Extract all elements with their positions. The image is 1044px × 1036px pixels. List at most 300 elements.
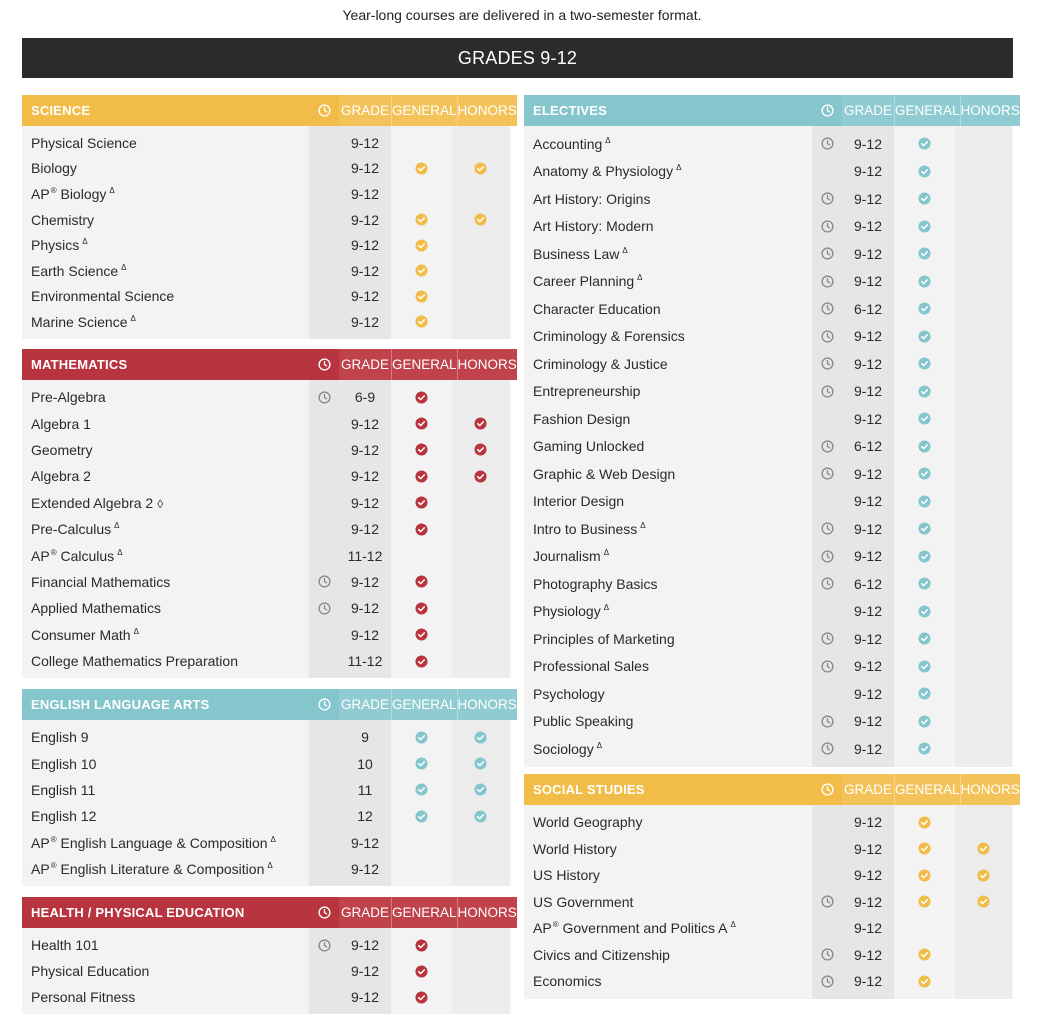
grade-value: 6-9	[354, 389, 376, 406]
general-cell	[391, 496, 452, 509]
check-icon	[918, 742, 931, 755]
course-name	[524, 973, 812, 989]
general-cell	[391, 213, 452, 226]
course-row	[524, 240, 1013, 268]
registered-mark: ®	[50, 861, 57, 871]
grade-value: 9-12	[350, 834, 380, 851]
section-electives	[524, 95, 1020, 767]
check-icon	[415, 965, 428, 978]
check-icon	[918, 550, 931, 563]
course-name	[22, 263, 309, 279]
grade-value: 11	[357, 781, 373, 798]
clock-icon	[821, 715, 834, 728]
delta-mark: Δ	[267, 861, 273, 871]
course-row	[22, 384, 511, 410]
check-icon	[918, 385, 931, 398]
course-title: World Geography	[533, 814, 643, 831]
general-cell	[894, 550, 955, 563]
course-name	[22, 963, 309, 979]
grade-value: 9-12	[350, 237, 380, 254]
delta-mark: Δ	[676, 163, 682, 173]
check-icon	[415, 162, 428, 175]
honors-cell	[452, 810, 509, 823]
ap-prefix: AP	[533, 920, 552, 937]
general-cell	[894, 816, 955, 829]
course-row	[524, 862, 1013, 889]
clock-cell	[309, 213, 339, 227]
course-name	[22, 600, 309, 616]
check-icon	[415, 783, 428, 796]
course-row	[524, 488, 1013, 516]
grade-value: 9-12	[853, 355, 883, 372]
check-icon	[415, 939, 428, 952]
header-general: GENERAL	[391, 349, 458, 380]
check-icon	[918, 302, 931, 315]
course-title: Algebra 2	[31, 468, 91, 485]
clock-cell	[309, 757, 339, 771]
clock-cell	[309, 496, 339, 510]
grade-value: 9-12	[853, 920, 883, 937]
clock-cell	[309, 730, 339, 744]
clock-icon	[821, 302, 834, 315]
general-cell	[391, 523, 452, 536]
honors-cell	[452, 417, 509, 430]
check-icon	[918, 412, 931, 425]
clock-cell	[812, 868, 842, 882]
clock-icon	[318, 358, 331, 371]
course-row	[524, 968, 1013, 995]
check-icon	[415, 655, 428, 668]
general-cell	[894, 577, 955, 590]
clock-cell	[309, 161, 339, 175]
clock-icon	[821, 192, 834, 205]
course-row	[524, 625, 1013, 653]
course-name	[22, 389, 309, 405]
check-icon	[918, 816, 931, 829]
course-title: Environmental Science	[31, 288, 175, 305]
grade-value: 9-12	[853, 740, 883, 757]
grade-value: 9-12	[853, 328, 883, 345]
check-icon	[918, 220, 931, 233]
course-row	[22, 258, 511, 284]
check-icon	[415, 496, 428, 509]
clock-cell	[812, 219, 842, 233]
course-row	[524, 130, 1013, 158]
grade-value: 9-12	[350, 494, 380, 511]
general-cell	[391, 731, 452, 744]
check-icon	[918, 247, 931, 260]
clock-cell	[309, 390, 339, 404]
general-cell	[391, 264, 452, 277]
check-icon	[918, 975, 931, 988]
course-name	[22, 237, 309, 253]
header-general: GENERAL	[391, 897, 458, 928]
general-cell	[894, 895, 955, 908]
course-title: Financial Mathematics	[31, 573, 171, 590]
check-icon	[474, 162, 487, 175]
delta-mark: Δ	[121, 262, 127, 272]
delta-mark: Δ	[637, 273, 643, 283]
ap-prefix: AP	[31, 185, 50, 202]
course-name	[22, 186, 309, 202]
check-icon	[918, 660, 931, 673]
general-cell	[894, 165, 955, 178]
header-honors: HONORS	[961, 95, 1020, 126]
clock-icon	[318, 906, 331, 919]
course-title: Consumer Math	[31, 626, 131, 643]
check-icon	[918, 842, 931, 855]
grade-value: 9-12	[350, 288, 380, 305]
header-grade: GRADE	[339, 689, 391, 720]
clock-cell	[812, 357, 842, 371]
course-row	[524, 158, 1013, 186]
header-grade: GRADE	[339, 349, 391, 380]
grade-value: 9-12	[853, 685, 883, 702]
clock-cell	[812, 384, 842, 398]
course-row	[22, 463, 511, 489]
header-general: GENERAL	[391, 95, 458, 126]
general-cell	[894, 948, 955, 961]
course-title: Physical Education	[31, 963, 150, 979]
course-row	[22, 410, 511, 436]
general-cell	[894, 660, 955, 673]
section-header	[524, 95, 1020, 126]
check-icon	[918, 895, 931, 908]
course-row	[22, 648, 511, 674]
check-icon	[415, 602, 428, 615]
check-icon	[918, 330, 931, 343]
general-cell	[391, 991, 452, 1004]
general-cell	[391, 783, 452, 796]
header-clock-cell	[812, 774, 842, 805]
course-title: Criminology & Justice	[533, 355, 668, 372]
general-cell	[391, 239, 452, 252]
header-honors: HONORS	[458, 689, 517, 720]
course-name	[22, 574, 309, 590]
delta-mark: Δ	[109, 185, 115, 195]
check-icon	[415, 628, 428, 641]
course-name	[22, 729, 309, 745]
course-name	[524, 741, 812, 757]
course-name	[524, 521, 812, 537]
clock-cell	[309, 443, 339, 457]
section-header	[22, 689, 517, 720]
general-cell	[894, 192, 955, 205]
check-icon	[918, 522, 931, 535]
header-honors: HONORS	[458, 349, 517, 380]
clock-cell	[309, 238, 339, 252]
delta-mark: Δ	[270, 834, 276, 844]
clock-cell	[309, 136, 339, 150]
check-icon	[415, 264, 428, 277]
general-cell	[894, 467, 955, 480]
registered-mark: ®	[50, 185, 57, 195]
general-cell	[894, 687, 955, 700]
check-icon	[415, 731, 428, 744]
course-name	[22, 442, 309, 458]
check-icon	[918, 632, 931, 645]
grade-value: 9-12	[350, 313, 380, 330]
course-title: Character Education	[533, 300, 661, 317]
course-row	[22, 309, 511, 335]
grade-value: 9-12	[853, 245, 883, 262]
course-row	[22, 130, 511, 156]
course-name	[22, 627, 309, 643]
course-name	[22, 835, 309, 851]
course-row	[22, 803, 511, 829]
header-grade: GRADE	[842, 774, 894, 805]
header-honors: HONORS	[458, 95, 517, 126]
grade-value: 11-12	[347, 653, 383, 670]
course-name	[524, 548, 812, 564]
course-name	[22, 653, 309, 669]
clock-icon	[821, 895, 834, 908]
general-cell	[894, 385, 955, 398]
delta-mark: Δ	[117, 547, 123, 557]
clock-icon	[821, 137, 834, 150]
course-title: US History	[533, 867, 600, 884]
clock-icon	[821, 660, 834, 673]
clock-cell	[812, 549, 842, 563]
grade-value: 9-12	[853, 658, 883, 675]
clock-icon	[821, 577, 834, 590]
grade-value: 9-12	[853, 973, 883, 990]
clock-cell	[309, 938, 339, 952]
general-cell	[894, 869, 955, 882]
section-health	[22, 897, 517, 1014]
honors-cell	[452, 470, 509, 483]
clock-cell	[309, 469, 339, 483]
clock-cell	[309, 809, 339, 823]
general-cell	[894, 220, 955, 233]
check-icon	[415, 575, 428, 588]
course-name	[22, 160, 309, 176]
course-title: English Language & Composition	[60, 834, 268, 851]
grade-value: 9-12	[350, 963, 380, 979]
course-name	[524, 273, 812, 289]
general-cell	[391, 575, 452, 588]
course-title: Pre-Algebra	[31, 389, 106, 406]
course-title: Applied Mathematics	[31, 600, 161, 617]
course-title: Business Law	[533, 245, 620, 262]
course-title: Geometry	[31, 441, 93, 458]
course-name	[22, 212, 309, 228]
delta-mark: Δ	[730, 920, 736, 930]
header-honors: HONORS	[458, 897, 517, 928]
course-row	[524, 213, 1013, 241]
course-row	[524, 185, 1013, 213]
course-name	[524, 603, 812, 619]
course-row	[524, 405, 1013, 433]
course-title: College Mathematics Preparation	[31, 653, 238, 670]
clock-icon	[821, 948, 834, 961]
check-icon	[415, 391, 428, 404]
general-cell	[894, 357, 955, 370]
general-cell	[894, 975, 955, 988]
course-name	[524, 867, 812, 883]
course-title: Intro to Business	[533, 520, 638, 537]
check-icon	[474, 783, 487, 796]
delta-mark: Δ	[82, 237, 88, 247]
grade-value: 12	[357, 808, 373, 825]
intro-note: Year-long courses are delivered in a two-semester format.	[342, 7, 702, 23]
grade-value: 9-12	[350, 573, 380, 590]
course-title: Public Speaking	[533, 713, 634, 730]
check-icon	[918, 948, 931, 961]
grade-value: 9-12	[350, 185, 380, 202]
course-row	[22, 542, 511, 568]
clock-icon	[821, 220, 834, 233]
check-icon	[474, 810, 487, 823]
grade-value: 9-12	[853, 630, 883, 647]
general-cell	[391, 810, 452, 823]
check-icon	[918, 467, 931, 480]
grade-value: 9-12	[853, 814, 883, 831]
clock-icon	[821, 440, 834, 453]
course-title: Health 101	[31, 937, 99, 953]
course-name	[22, 861, 309, 877]
section-ela	[22, 689, 517, 886]
course-title: Pre-Calculus	[31, 521, 112, 538]
check-icon	[918, 357, 931, 370]
course-title: US Government	[533, 893, 634, 910]
course-title: English 10	[31, 755, 97, 772]
grade-value: 6-12	[853, 575, 883, 592]
grade-value: 9-12	[853, 135, 883, 152]
grade-value: 9-12	[853, 218, 883, 235]
course-name	[524, 841, 812, 857]
general-cell	[894, 275, 955, 288]
delta-mark: Δ	[622, 245, 628, 255]
check-icon	[918, 440, 931, 453]
clock-icon	[318, 602, 331, 615]
header-clock-cell	[812, 95, 842, 126]
course-name	[22, 808, 309, 824]
check-icon	[918, 605, 931, 618]
course-name	[524, 631, 812, 647]
clock-cell	[812, 948, 842, 962]
clock-cell	[309, 264, 339, 278]
clock-icon	[318, 939, 331, 952]
course-title: World History	[533, 840, 617, 857]
clock-cell	[812, 742, 842, 756]
honors-cell	[955, 895, 1012, 908]
course-row	[22, 232, 511, 258]
course-name	[524, 218, 812, 234]
course-row	[22, 958, 511, 984]
course-row	[524, 295, 1013, 323]
clock-cell	[812, 247, 842, 261]
section-math	[22, 349, 517, 678]
ap-prefix: AP	[31, 547, 50, 564]
grade-value: 9-12	[853, 893, 883, 910]
general-cell	[391, 162, 452, 175]
clock-icon	[318, 391, 331, 404]
delta-mark: Δ	[603, 603, 610, 613]
course-name	[524, 814, 812, 830]
header-grade: GRADE	[339, 95, 391, 126]
check-icon	[474, 443, 487, 456]
clock-icon	[821, 975, 834, 988]
clock-cell	[309, 315, 339, 329]
course-name	[524, 136, 812, 152]
check-icon	[918, 192, 931, 205]
clock-icon	[318, 104, 331, 117]
course-row	[524, 515, 1013, 543]
delta-mark: Δ	[114, 521, 120, 531]
grade-value: 9-12	[350, 468, 380, 485]
check-icon	[415, 523, 428, 536]
section-title: ELECTIVES	[533, 103, 608, 118]
course-title: Economics	[533, 973, 602, 990]
section-header	[22, 897, 517, 928]
course-name	[524, 947, 812, 963]
course-row	[22, 156, 511, 182]
course-title: Civics and Citizenship	[533, 946, 670, 963]
honors-cell	[452, 162, 509, 175]
general-cell	[391, 315, 452, 328]
course-title: English 11	[31, 781, 96, 798]
general-cell	[894, 247, 955, 260]
grade-value: 9-12	[853, 603, 883, 620]
course-title: Physiology	[533, 603, 601, 620]
grade-value: 9-12	[853, 383, 883, 400]
course-row	[524, 378, 1013, 406]
clock-cell	[812, 439, 842, 453]
grade-value: 6-12	[853, 438, 883, 455]
course-row	[22, 569, 511, 595]
check-icon	[918, 715, 931, 728]
check-icon	[918, 869, 931, 882]
course-name	[524, 163, 812, 179]
course-name	[22, 288, 309, 304]
grade-value: 10	[357, 755, 373, 772]
clock-cell	[812, 137, 842, 151]
clock-cell	[812, 329, 842, 343]
course-row	[22, 207, 511, 233]
grade-value: 9-12	[350, 160, 380, 177]
grade-value: 9-12	[853, 840, 883, 857]
check-icon	[918, 687, 931, 700]
check-icon	[474, 213, 487, 226]
grade-value: 9-12	[853, 867, 883, 884]
course-row	[524, 543, 1013, 571]
course-name	[524, 328, 812, 344]
clock-cell	[309, 964, 339, 978]
course-row	[22, 724, 511, 750]
grade-value: 6-12	[853, 300, 883, 317]
check-icon	[415, 470, 428, 483]
delta-mark: Δ	[640, 520, 646, 530]
section-title: SOCIAL STUDIES	[533, 782, 645, 797]
grade-value: 9-12	[853, 548, 883, 565]
course-row	[22, 830, 511, 856]
delta-mark: Δ	[605, 135, 611, 145]
course-name	[22, 495, 309, 511]
registered-mark: ®	[552, 920, 559, 930]
course-title: Graphic & Web Design	[533, 465, 676, 482]
clock-icon	[821, 275, 834, 288]
course-name	[524, 713, 812, 729]
clock-cell	[812, 714, 842, 728]
course-row	[22, 284, 511, 310]
grade-value: 9-12	[350, 262, 380, 279]
course-title: Government and Politics A	[562, 920, 728, 937]
clock-cell	[309, 575, 339, 589]
grade-value: 9-12	[350, 600, 380, 617]
course-name	[524, 894, 812, 910]
course-row	[22, 750, 511, 776]
